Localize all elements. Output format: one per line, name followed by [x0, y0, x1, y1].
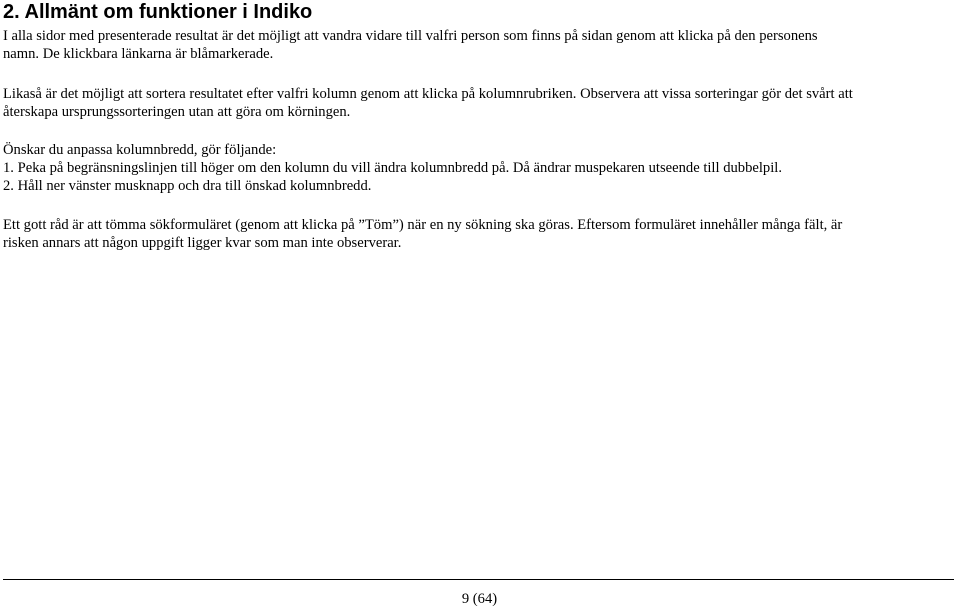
- paragraph-sorting-line-1: Likaså är det möjligt att sortera resultatet efter valfri kolumn genom att klicka på kolumnrubriken. Observera att vissa sorteringar gör det svårt att: [3, 86, 853, 102]
- page-number: 9 (64): [461, 591, 498, 607]
- column-width-intro: Önskar du anpassa kolumnbredd, gör följande:: [3, 142, 277, 158]
- paragraph-tip-line-2: risken annars att någon uppgift ligger kvar som man inte observerar.: [3, 235, 402, 251]
- section-heading: 2. Allmänt om funktioner i Indiko: [3, 1, 313, 23]
- column-width-step-2: 2. Håll ner vänster musknapp och dra till önskad kolumnbredd.: [3, 178, 372, 194]
- paragraph-navigation-line-1: I alla sidor med presenterade resultat är det möjligt att vandra vidare till valfri person som finns på sidan genom att klicka på den personens: [3, 28, 818, 44]
- paragraph-sorting-line-2: återskapa ursprungssorteringen utan att göra om körningen.: [3, 104, 351, 120]
- paragraph-navigation-line-2: namn. De klickbara länkarna är blåmarkerade.: [3, 46, 274, 62]
- paragraph-tip-line-1: Ett gott råd är att tömma sökformuläret (genom att klicka på ”Töm”) när en ny sökning ska göras. Eftersom formuläret innehåller många fält, är: [3, 217, 843, 233]
- footer-divider: [3, 579, 954, 580]
- column-width-step-1: 1. Peka på begränsningslinjen till höger om den kolumn du vill ändra kolumnbredd på. Då ändrar muspekaren utseende till dubbelpil.: [3, 160, 782, 176]
